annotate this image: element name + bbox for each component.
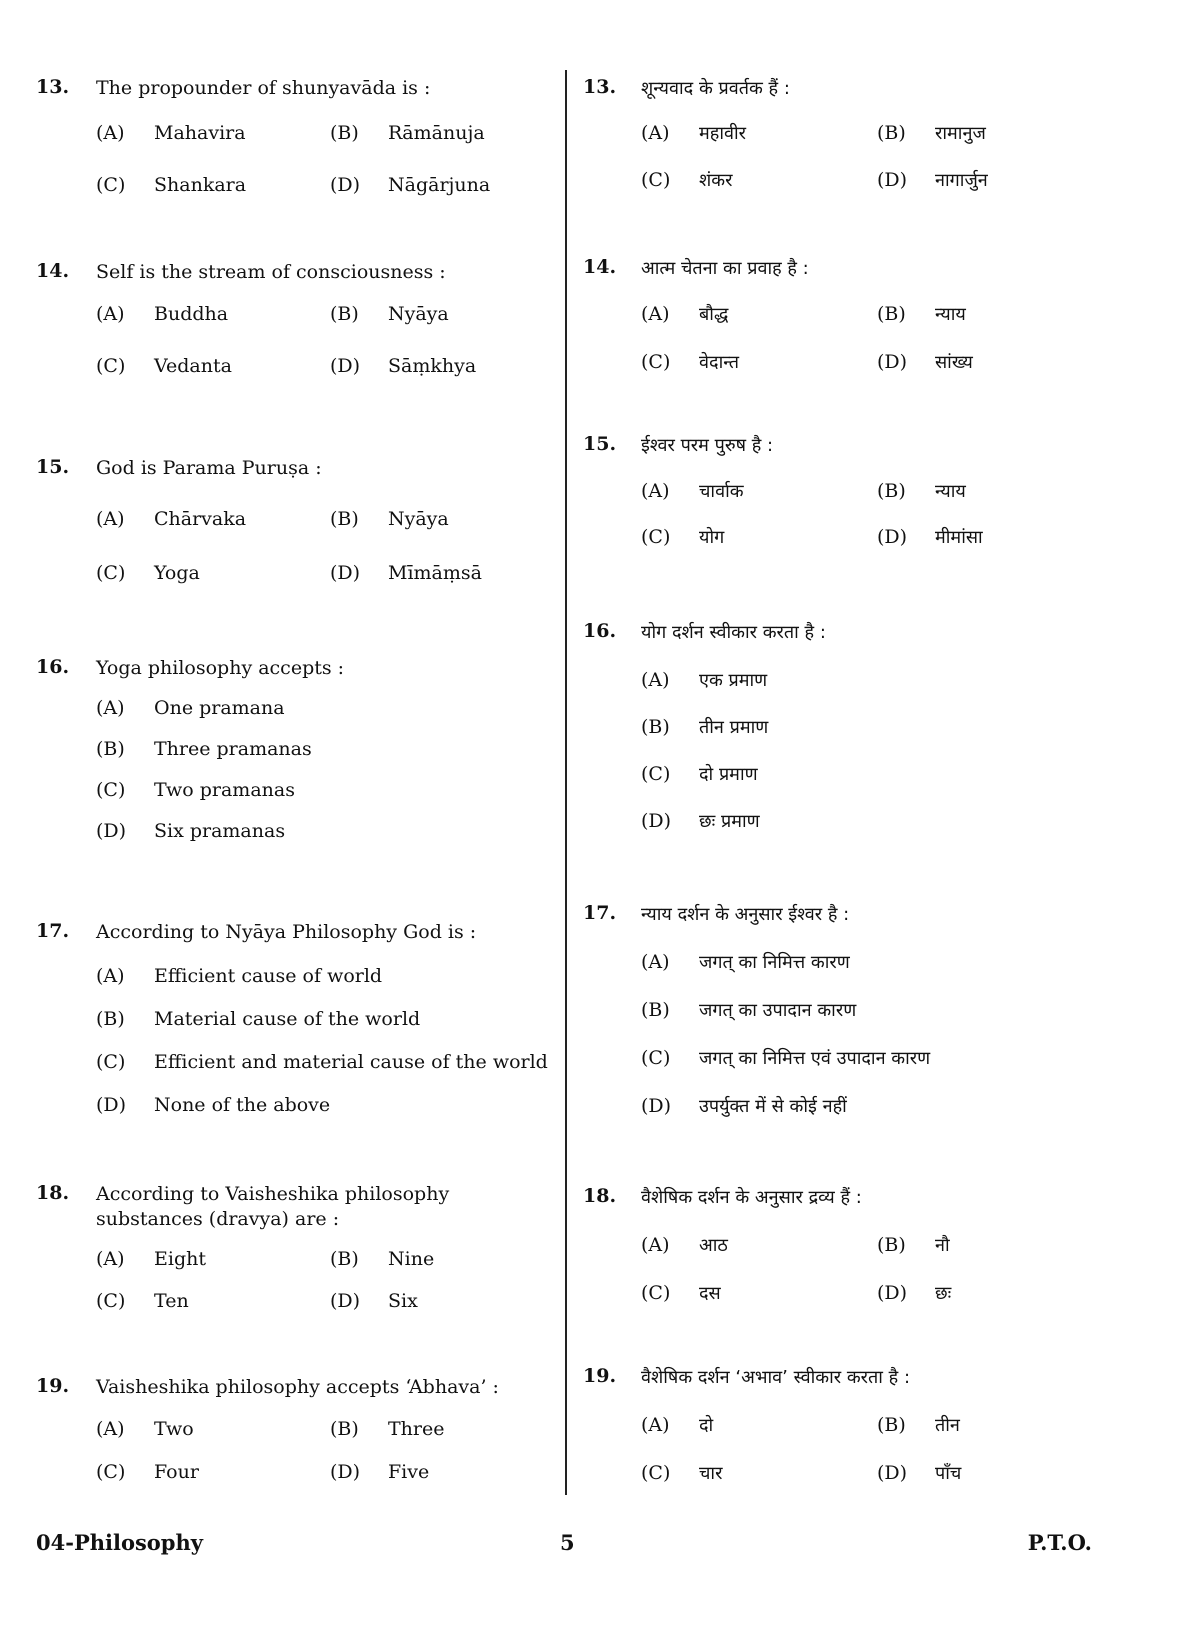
- option-a: (A) जगत् का निमित्त कारण: [641, 951, 850, 973]
- option-c: (C) Yoga: [96, 562, 200, 584]
- footer-page-number: 5: [560, 1530, 575, 1555]
- option-c: (C) चार: [641, 1462, 723, 1484]
- option-c: (C) Vedanta: [96, 355, 232, 377]
- option-a: (A) Mahavira: [96, 122, 246, 144]
- option-b: (B) न्याय: [877, 303, 966, 325]
- question-text: Vaisheshika philosophy accepts ‘Abhava’ :: [96, 1376, 499, 1398]
- option-c: (C) योग: [641, 526, 725, 548]
- question-text: न्याय दर्शन के अनुसार ईश्वर है :: [641, 904, 850, 925]
- option-b: (B) Nyāya: [330, 303, 449, 325]
- question-text: आत्म चेतना का प्रवाह है :: [641, 258, 809, 279]
- footer-subject: 04-Philosophy: [36, 1530, 203, 1555]
- option-a: (A) बौद्ध: [641, 303, 729, 325]
- option-c: (C) शंकर: [641, 169, 733, 191]
- option-a: (A) One pramana: [96, 697, 285, 719]
- question-text: शून्यवाद के प्रवर्तक हैं :: [641, 78, 790, 99]
- option-a: (A) दो: [641, 1414, 714, 1436]
- option-d: (D) छः प्रमाण: [641, 810, 760, 832]
- question-text: वैशेषिक दर्शन ‘अभाव’ स्वीकार करता है :: [641, 1367, 911, 1388]
- option-b: (B) Three: [330, 1418, 445, 1440]
- option-d: (D) Five: [330, 1461, 430, 1483]
- option-c: (C) Shankara: [96, 174, 247, 196]
- question-number: 13.: [36, 76, 70, 98]
- question-number: 15.: [583, 433, 617, 455]
- option-d: (D) पाँच: [877, 1462, 962, 1484]
- question-number: 15.: [36, 456, 70, 478]
- question-number: 13.: [583, 76, 617, 98]
- option-b: (B) जगत् का उपादान कारण: [641, 999, 857, 1021]
- question-text: Self is the stream of consciousness :: [96, 261, 446, 283]
- option-d: (D) उपर्युक्त में से कोई नहीं: [641, 1095, 847, 1117]
- option-b: (B) Nyāya: [330, 508, 449, 530]
- option-b: (B) तीन प्रमाण: [641, 716, 769, 738]
- option-c: (C) Ten: [96, 1290, 189, 1312]
- question-number: 14.: [583, 256, 617, 278]
- question-text: वैशेषिक दर्शन के अनुसार द्रव्य हैं :: [641, 1187, 862, 1208]
- option-d: (D) Sāṃkhya: [330, 355, 477, 377]
- column-divider: [565, 70, 567, 1495]
- option-c: (C) Two pramanas: [96, 779, 295, 801]
- question-number: 17.: [36, 920, 70, 942]
- option-d: (D) Six pramanas: [96, 820, 286, 842]
- option-d: (D) छः: [877, 1282, 952, 1304]
- option-b: (B) Three pramanas: [96, 738, 312, 760]
- option-a: (A) आठ: [641, 1234, 728, 1256]
- question-number: 17.: [583, 902, 617, 924]
- option-b: (B) न्याय: [877, 480, 966, 502]
- option-d: (D) मीमांसा: [877, 526, 983, 548]
- question-number: 16.: [583, 620, 617, 642]
- option-a: (A) Buddha: [96, 303, 229, 325]
- option-a: (A) Chārvaka: [96, 508, 247, 530]
- question-number: 18.: [583, 1185, 617, 1207]
- option-a: (A) चार्वाक: [641, 480, 744, 502]
- option-a: (A) महावीर: [641, 122, 747, 144]
- option-b: (B) रामानुज: [877, 122, 986, 144]
- option-d: (D) Mīmāṃsā: [330, 562, 482, 584]
- question-number: 18.: [36, 1182, 70, 1204]
- question-number: 19.: [36, 1375, 70, 1397]
- question-text: The propounder of shunyavāda is :: [96, 77, 431, 99]
- question-text: Yoga philosophy accepts :: [96, 657, 345, 679]
- question-number: 14.: [36, 260, 70, 282]
- option-c: (C) दस: [641, 1282, 721, 1304]
- footer-pto: P.T.O.: [1027, 1530, 1092, 1555]
- option-b: (B) Rāmānuja: [330, 122, 485, 144]
- question-text: According to Nyāya Philosophy God is :: [96, 921, 477, 943]
- option-c: (C) Four: [96, 1461, 199, 1483]
- question-text: God is Parama Puruṣa :: [96, 457, 322, 479]
- option-c: (C) दो प्रमाण: [641, 763, 758, 785]
- option-b: (B) नौ: [877, 1234, 950, 1256]
- question-text: योग दर्शन स्वीकार करता है :: [641, 622, 826, 643]
- option-a: (A) Efficient cause of world: [96, 965, 383, 987]
- option-d: (D) Nāgārjuna: [330, 174, 491, 196]
- question-text: ईश्वर परम पुरुष है :: [641, 435, 774, 456]
- option-d: (D) Six: [330, 1290, 418, 1312]
- option-a: (A) Eight: [96, 1248, 206, 1270]
- option-b: (B) Material cause of the world: [96, 1008, 421, 1030]
- option-b: (B) Nine: [330, 1248, 435, 1270]
- question-text: According to Vaisheshika philosophy substances (dravya) are :: [96, 1183, 450, 1230]
- option-a: (A) एक प्रमाण: [641, 669, 768, 691]
- option-b: (B) तीन: [877, 1414, 960, 1436]
- question-number: 16.: [36, 656, 70, 678]
- option-c: (C) जगत् का निमित्त एवं उपादान कारण: [641, 1047, 931, 1069]
- option-d: (D) None of the above: [96, 1094, 331, 1116]
- option-c: (C) Efficient and material cause of the world: [96, 1051, 548, 1073]
- option-d: (D) सांख्य: [877, 351, 973, 373]
- option-c: (C) वेदान्त: [641, 351, 740, 373]
- option-d: (D) नागार्जुन: [877, 169, 988, 191]
- question-number: 19.: [583, 1365, 617, 1387]
- option-a: (A) Two: [96, 1418, 194, 1440]
